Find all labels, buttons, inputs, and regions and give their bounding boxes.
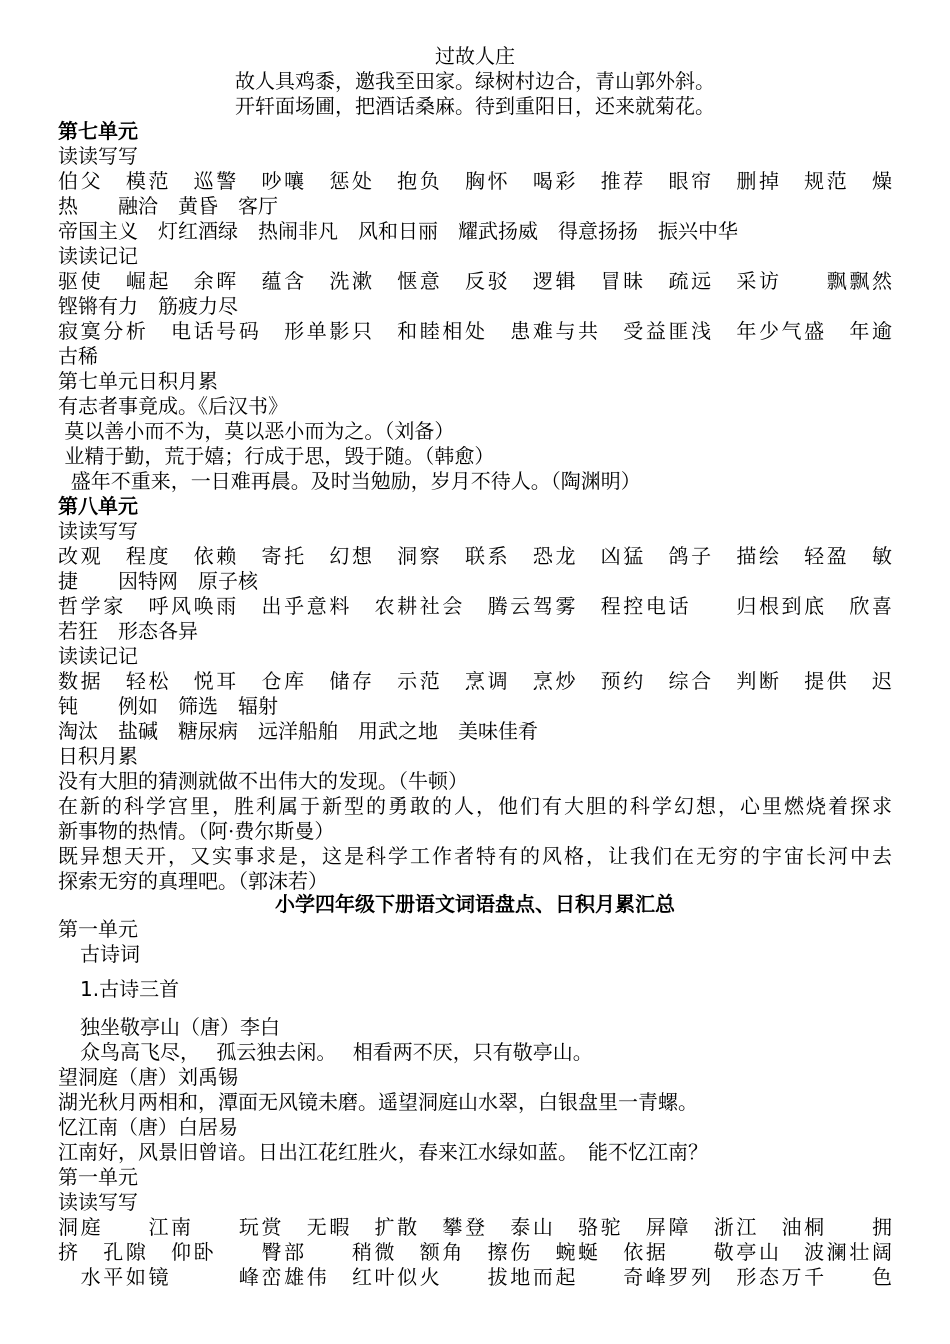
poem-title: 过故人庄 xyxy=(435,44,515,68)
poem-title: 忆江南（唐）白居易 xyxy=(58,1115,238,1139)
section-label: 读读写写 xyxy=(58,144,138,168)
quote-line: 盛年不重来，一日难再晨。及时当勉励，岁月不待人。（陶渊明） xyxy=(58,469,641,493)
quote-line: 莫以善小而不为，莫以恶小而为之。（刘备） xyxy=(58,419,455,443)
quote-line: 探索无穷的真理吧。（郭沫若） xyxy=(58,869,328,893)
quote-line: 新事物的热情。（阿·费尔斯曼） xyxy=(58,819,335,843)
word-list-line: 改观 程度 依赖 寄托 幻想 洞察 联系 恐龙 凶猛 鸽子 描绘 轻盈 敏 xyxy=(58,544,892,568)
word-list-line: 热 融洽 黄昏 客厅 xyxy=(58,194,278,218)
word-list-line: 驱使 崛起 余晖 蕴含 洗漱 惬意 反驳 逻辑 冒昧 疏远 采访 飘飘然 xyxy=(58,269,892,293)
poem-line: 湖光秋月两相和，潭面无风镜未磨。遥望洞庭山水翠，白银盘里一青螺。 xyxy=(58,1090,698,1114)
poem-line: 江南好，风景旧曾谙。日出江花红胜火，春来江水绿如蓝。 能不忆江南？ xyxy=(58,1140,708,1164)
word-list-line: 捷 因特网 原子核 xyxy=(58,569,258,593)
quote-line: 有志者事竟成。《后汉书》 xyxy=(58,394,288,418)
word-list-line: 帝国主义 灯红酒绿 热闹非凡 风和日丽 耀武扬威 得意扬扬 振兴中华 xyxy=(58,219,738,243)
word-list-line: 伯父 模范 巡警 吵嚷 惩处 抱负 胸怀 喝彩 推荐 眼帘 删掉 规范 燥 xyxy=(58,169,892,193)
unit-heading: 第八单元 xyxy=(58,494,138,518)
section-label: 读读记记 xyxy=(58,244,138,268)
poem-title: 独坐敬亭山（唐）李白 xyxy=(80,1015,280,1039)
summary-title: 小学四年级下册语文词语盘点、日积月累汇总 xyxy=(275,892,675,916)
quote-line: 业精于勤，荒于嬉；行成于思，毁于随。（韩愈） xyxy=(58,444,495,468)
section-label: 第七单元日积月累 xyxy=(58,369,218,393)
section-label: 读读写写 xyxy=(58,1190,138,1214)
word-list-line: 洞庭 江南 玩赏 无暇 扩散 攀登 泰山 骆驼 屏障 浙江 油桐 拥 xyxy=(58,1215,892,1239)
section-label: 读读记记 xyxy=(58,644,138,668)
section-label: 读读写写 xyxy=(58,519,138,543)
quote-line: 没有大胆的猜测就做不出伟大的发现。（牛顿） xyxy=(58,769,468,793)
quote-line: 在新的科学宫里，胜利属于新型的勇敢的人，他们有大胆的科学幻想，心里燃烧着探求 xyxy=(58,794,892,818)
word-list-line: 数据 轻松 悦耳 仓库 储存 示范 烹调 烹炒 预约 综合 判断 提供 迟 xyxy=(58,669,892,693)
poem-line: 故人具鸡黍，邀我至田家。绿树村边合，青山郭外斜。 xyxy=(235,69,715,93)
poem-line: 开轩面场圃，把酒话桑麻。待到重阳日，还来就菊花。 xyxy=(235,94,715,118)
poem-title: 望洞庭（唐）刘禹锡 xyxy=(58,1065,238,1089)
word-list-line: 挤 孔隙 仰卧 臀部 稍微 额角 擦伤 蜿蜒 依据 敬亭山 波澜壮阔 xyxy=(58,1240,892,1264)
word-list-line: 钝 例如 筛选 辐射 xyxy=(58,694,278,718)
lesson-item: 1.古诗三首 xyxy=(80,977,180,1001)
unit-heading: 第一单元 xyxy=(58,1165,138,1189)
word-list-line: 铿锵有力 筋疲力尽 xyxy=(58,294,238,318)
word-list-line: 若狂 形态各异 xyxy=(58,619,198,643)
section-label: 日积月累 xyxy=(58,744,138,768)
word-list-line: 哲学家 呼风唤雨 出乎意料 农耕社会 腾云驾雾 程控电话 归根到底 欣喜 xyxy=(58,594,892,618)
word-list-line: 淘汰 盐碱 糖尿病 远洋船舶 用武之地 美味佳肴 xyxy=(58,719,538,743)
word-list-line: 古稀 xyxy=(58,344,98,368)
unit-heading: 第七单元 xyxy=(58,119,138,143)
quote-line: 既异想天开，又实事求是，这是科学工作者特有的风格，让我们在无穷的宇宙长河中去 xyxy=(58,844,892,868)
poem-line: 众鸟高飞尽， 孤云独去闲。 相看两不厌，只有敬亭山。 xyxy=(80,1040,593,1064)
word-list-line: 寂寞分析 电话号码 形单影只 和睦相处 患难与共 受益匪浅 年少气盛 年逾 xyxy=(58,319,892,343)
word-list-line: 水平如镜 峰峦雄伟 红叶似火 拔地而起 奇峰罗列 形态万千 色 xyxy=(58,1265,892,1289)
section-label: 古诗词 xyxy=(80,942,140,966)
unit-heading: 第一单元 xyxy=(58,917,138,941)
